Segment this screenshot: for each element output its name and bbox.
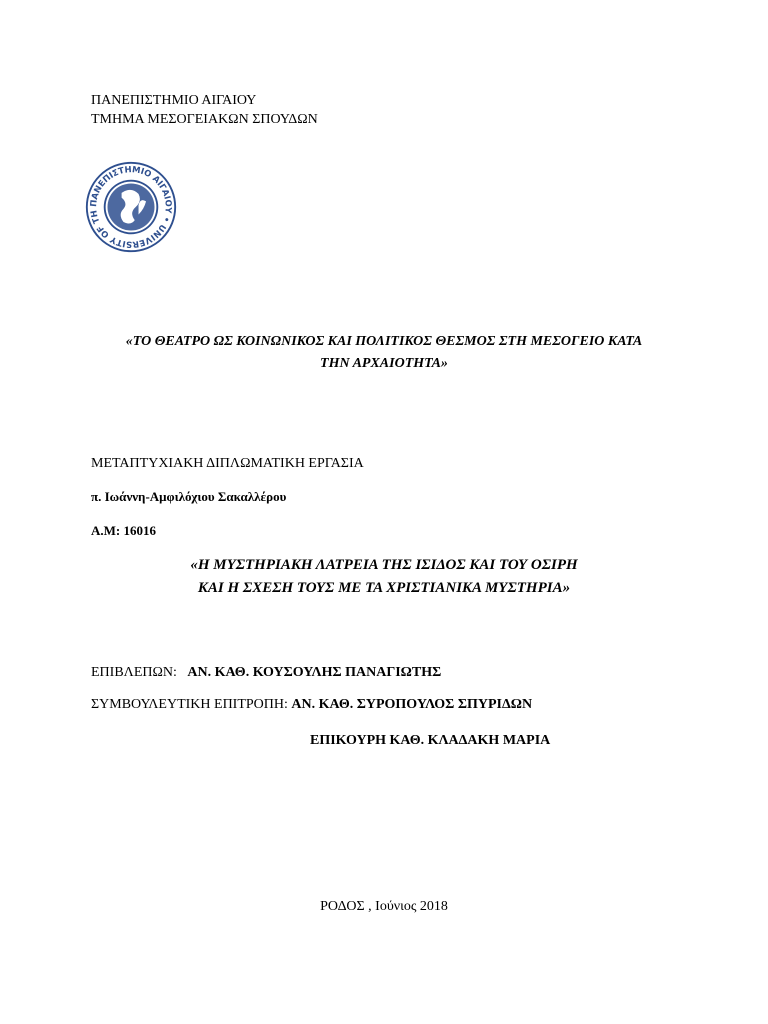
supervisor-label: ΕΠΙΒΛΕΠΩΝ: [91, 665, 177, 680]
place-date: ΡΟΔΟΣ , Ιούνιος 2018 [320, 899, 448, 914]
svg-text:ΠΑΝΕΠΙΣΤΗΜΙΟ ΑΙΓΑΙΟΥ • UNIVERS: ΠΑΝΕΠΙΣΤΗΜΙΟ ΑΙΓΑΙΟΥ • UNIVERSITY OF TH [88, 164, 174, 250]
seal-icon [84, 160, 178, 254]
supervisor-name: ΑΝ. ΚΑΘ. ΚΟΥΣΟΥΛΗΣ ΠΑΝΑΓΙΩΤΗΣ [187, 665, 442, 680]
program-title-line1: «ΤΟ ΘΕΑΤΡΟ ΩΣ ΚΟΙΝΩΝΙΚΟΣ ΚΑΙ ΠΟΛΙΤΙΚΟΣ ΘΕΣΜΟΣ ΣΤΗ ΜΕΣΟΓΕΙΟ ΚΑΤΑ [125, 334, 643, 349]
thesis-type: ΜΕΤΑΠΤΥΧΙΑΚΗ ΔΙΠΛΩΜΑΤΙΚΗ ΕΡΓΑΣΙΑ [91, 456, 364, 471]
advisory-member2: ΕΠΙΚΟΥΡΗ ΚΑΘ. ΚΛΑΔΑΚΗ ΜΑΡΙΑ [310, 733, 551, 748]
department-name: ΤΜΗΜΑ ΜΕΣΟΓΕΙΑΚΩΝ ΣΠΟΥΔΩΝ [91, 112, 318, 127]
program-title-line2: ΤΗΝ ΑΡΧΑΙΟΤΗΤΑ» [320, 356, 448, 371]
advisory-row [91, 696, 532, 714]
supervisor-row [91, 664, 441, 682]
student-id: Α.Μ: 16016 [91, 523, 156, 538]
thesis-title-line2: ΚΑΙ Η ΣΧΕΣΗ ΤΟΥΣ ΜΕ ΤΑ ΧΡΙΣΤΙΑΝΙΚΑ ΜΥΣΤΗΡΙΑ» [197, 580, 571, 596]
thesis-title-line1: «Η ΜΥΣΤΗΡΙΑΚΗ ΛΑΤΡΕΙΑ ΤΗΣ ΙΣΙΔΟΣ ΚΑΙ ΤΟΥ ΟΣΙΡΗ [190, 557, 578, 573]
university-seal-logo [84, 160, 178, 254]
author-name: π. Ιωάννη-Αμφιλόχιου Σακαλλέρου [91, 489, 287, 504]
advisory-label: ΣΥΜΒΟΥΛΕΥΤΙΚΗ ΕΠΙΤΡΟΠΗ: [91, 697, 288, 712]
university-name: ΠΑΝΕΠΙΣΤΗΜΙΟ ΑΙΓΑΙΟΥ [91, 93, 257, 108]
advisory-member1: ΑΝ. ΚΑΘ. ΣΥΡΟΠΟΥΛΟΣ ΣΠΥΡΙΔΩΝ [291, 697, 533, 712]
